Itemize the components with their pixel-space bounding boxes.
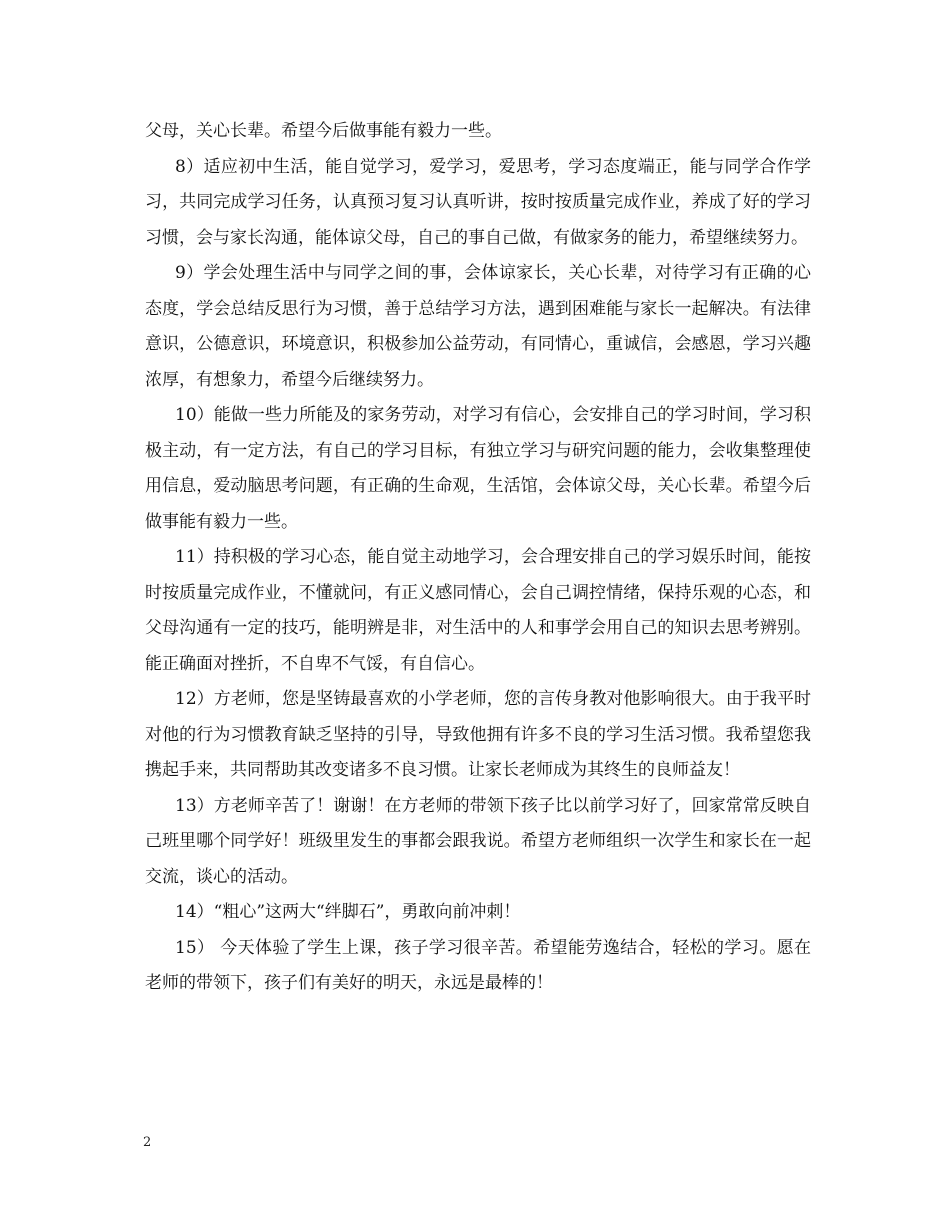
document-body xyxy=(145,114,811,1002)
paragraph-item-14: 14）“粗心”这两大“绊脚石”，勇敢向前冲刺！ xyxy=(175,902,521,922)
paragraph-item-8: 8）适应初中生活，能自觉学习，爱学习，爱思考，学习态度端正，能与同学合作学习，共同完成学习任务，认真预习复习认真听讲，按时按质量完成作业，养成了好的学习习惯，会与家长沟通，能体谅父母，自己的事自己做，有做家务的能力，希望继续努力。 xyxy=(145,156,811,248)
paragraph-item-10: 10）能做一些力所能及的家务劳动，对学习有信心，会安排自己的学习时间，学习积极主动，有一定方法，有自己的学习目标，有独立学习与研究问题的能力，会收集整理使用信息，爱动脑思考问题，有正确的生命观，生活馆，会体谅父母，关心长辈。希望今后做事能有毅力一些。 xyxy=(145,405,811,532)
paragraph-item-9: 9）学会处理生活中与同学之间的事，会体谅家长，关心长辈，对待学习有正确的心态度，学会总结反思行为习惯，善于总结学习方法，遇到困难能与家长一起解决。有法律意识，公德意识，环境意识，积极参加公益劳动，有同情心，重诚信，会感恩，学习兴趣浓厚，有想象力，希望今后继续努力。 xyxy=(145,263,811,390)
paragraph-continuation: 父母，关心长辈。希望今后做事能有毅力一些。 xyxy=(145,121,502,141)
page-number: 2 xyxy=(143,1135,152,1150)
paragraph-item-11: 11）持积极的学习心态，能自觉主动地学习，会合理安排自己的学习娱乐时间，能按时按质量完成作业，不懂就问，有正义感同情心，会自己调控情绪，保持乐观的心态，和父母沟通有一定的技巧，能明辨是非，对生活中的人和事学会用自己的知识去思考辨别。能正确面对挫折，不自卑不气馁，有自信心。 xyxy=(145,547,811,674)
paragraph-item-13: 13）方老师辛苦了！谢谢！在方老师的带领下孩子比以前学习好了，回家常常反映自己班里哪个同学好！班级里发生的事都会跟我说。希望方老师组织一次学生和家长在一起交流，谈心的活动。 xyxy=(145,795,811,887)
paragraph-item-15: 15） 今天体验了学生上课，孩子学习很辛苦。希望能劳逸结合，轻松的学习。愿在老师的带领下，孩子们有美好的明天，永远是最棒的！ xyxy=(145,937,811,993)
paragraph-item-12: 12）方老师，您是坚铸最喜欢的小学老师，您的言传身教对他影响很大。由于我平时对他的行为习惯教育缺乏坚持的引导，导致他拥有许多不良的学习生活习惯。我希望您我携起手来，共同帮助其改变诸多不良习惯。让家长老师成为其终生的良师益友！ xyxy=(145,689,811,780)
